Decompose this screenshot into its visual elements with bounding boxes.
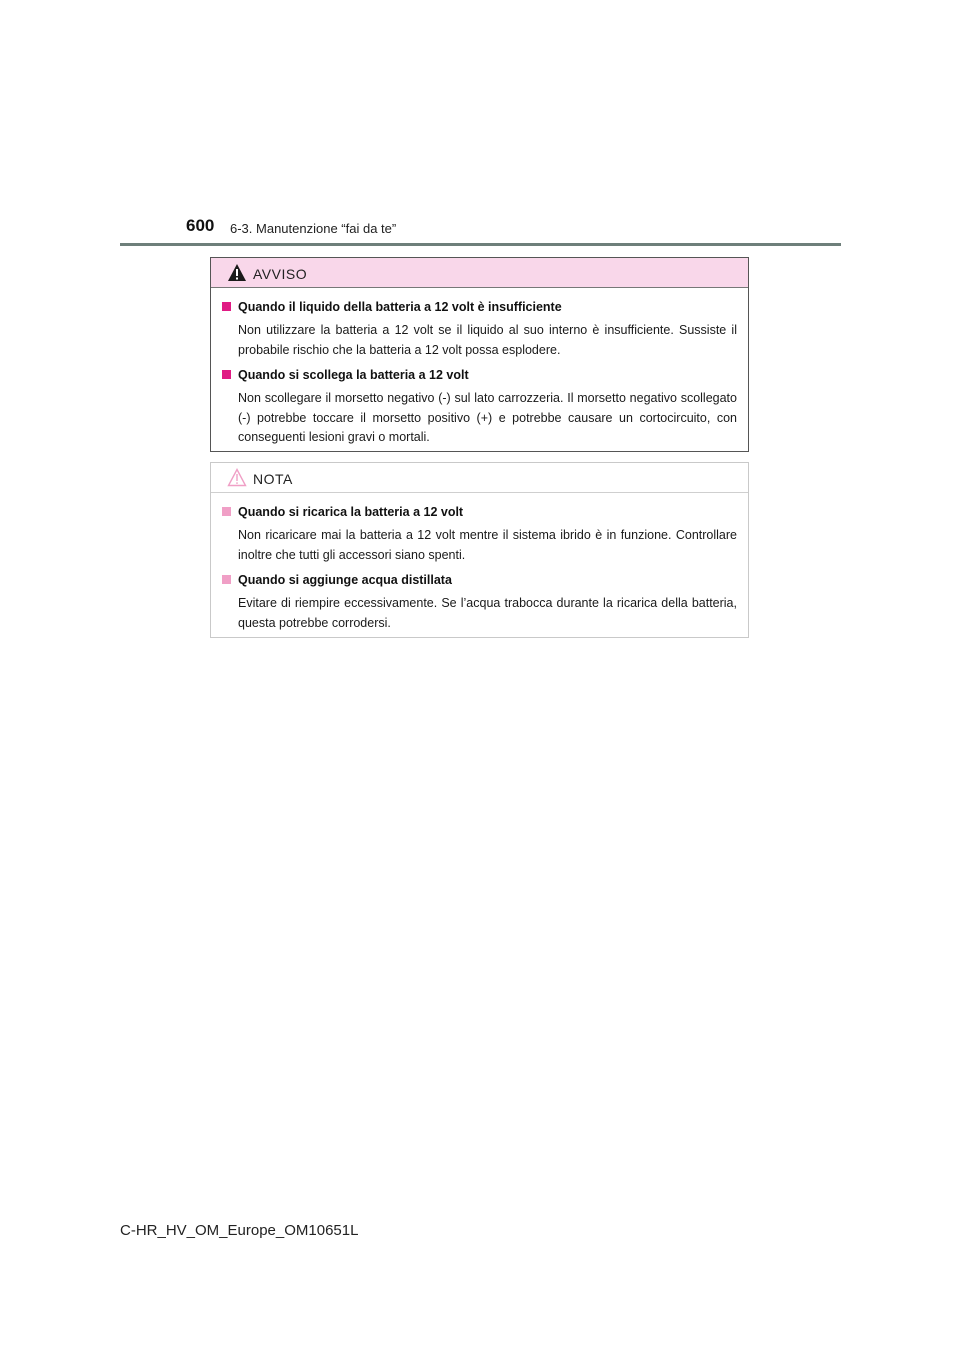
warning-box xyxy=(210,257,749,452)
warning-item-title xyxy=(222,300,737,314)
warning-label: AVVISO xyxy=(253,266,308,282)
warning-item-text: Non scollegare il morsetto negativo (-) sul lato carrozzeria. Il morsetto negativo scollegato (-) potrebbe toccare il morsetto positivo (+) e potrebbe causare un cortocircuito, con conseguenti lesioni gravi o mortali. xyxy=(238,391,737,444)
bullet-square-icon xyxy=(222,507,231,516)
note-item-title xyxy=(222,505,737,519)
note-item-title-text: Quando si ricarica la batteria a 12 volt xyxy=(238,505,464,519)
warning-triangle-outline-icon xyxy=(227,468,247,487)
warning-item-text: Non utilizzare la batteria a 12 volt se il liquido al suo interno è insufficiente. Sussiste il probabile rischio che la batteria a 12 volt possa esplodere. xyxy=(238,323,737,357)
note-item-text: Non ricaricare mai la batteria a 12 volt mentre il sistema ibrido è in funzione. Controllare inoltre che tutti gli accessori siano spenti. xyxy=(238,528,737,562)
bullet-square-icon xyxy=(222,575,231,584)
note-header xyxy=(211,463,748,493)
warning-header xyxy=(211,258,748,288)
note-label: NOTA xyxy=(253,471,293,487)
note-box xyxy=(210,462,749,638)
header-rule xyxy=(120,243,841,246)
bullet-square-icon xyxy=(222,302,231,311)
note-item-title-text: Quando si aggiunge acqua distillata xyxy=(238,573,452,587)
note-item-title xyxy=(222,573,737,587)
warning-item-title-text: Quando il liquido della batteria a 12 volt è insufficiente xyxy=(238,300,562,314)
warning-item-title-text: Quando si scollega la batteria a 12 volt xyxy=(238,368,469,382)
warning-item-title xyxy=(222,368,737,382)
warning-triangle-icon xyxy=(227,263,247,282)
page-number: 600 xyxy=(186,216,215,235)
section-title: 6-3. Manutenzione “fai da te” xyxy=(230,221,397,236)
document-code: C-HR_HV_OM_Europe_OM10651L xyxy=(120,1222,359,1239)
note-item-text: Evitare di riempire eccessivamente. Se l’acqua trabocca durante la ricarica della batteria, questa potrebbe corrodersi. xyxy=(238,596,737,630)
bullet-square-icon xyxy=(222,370,231,379)
